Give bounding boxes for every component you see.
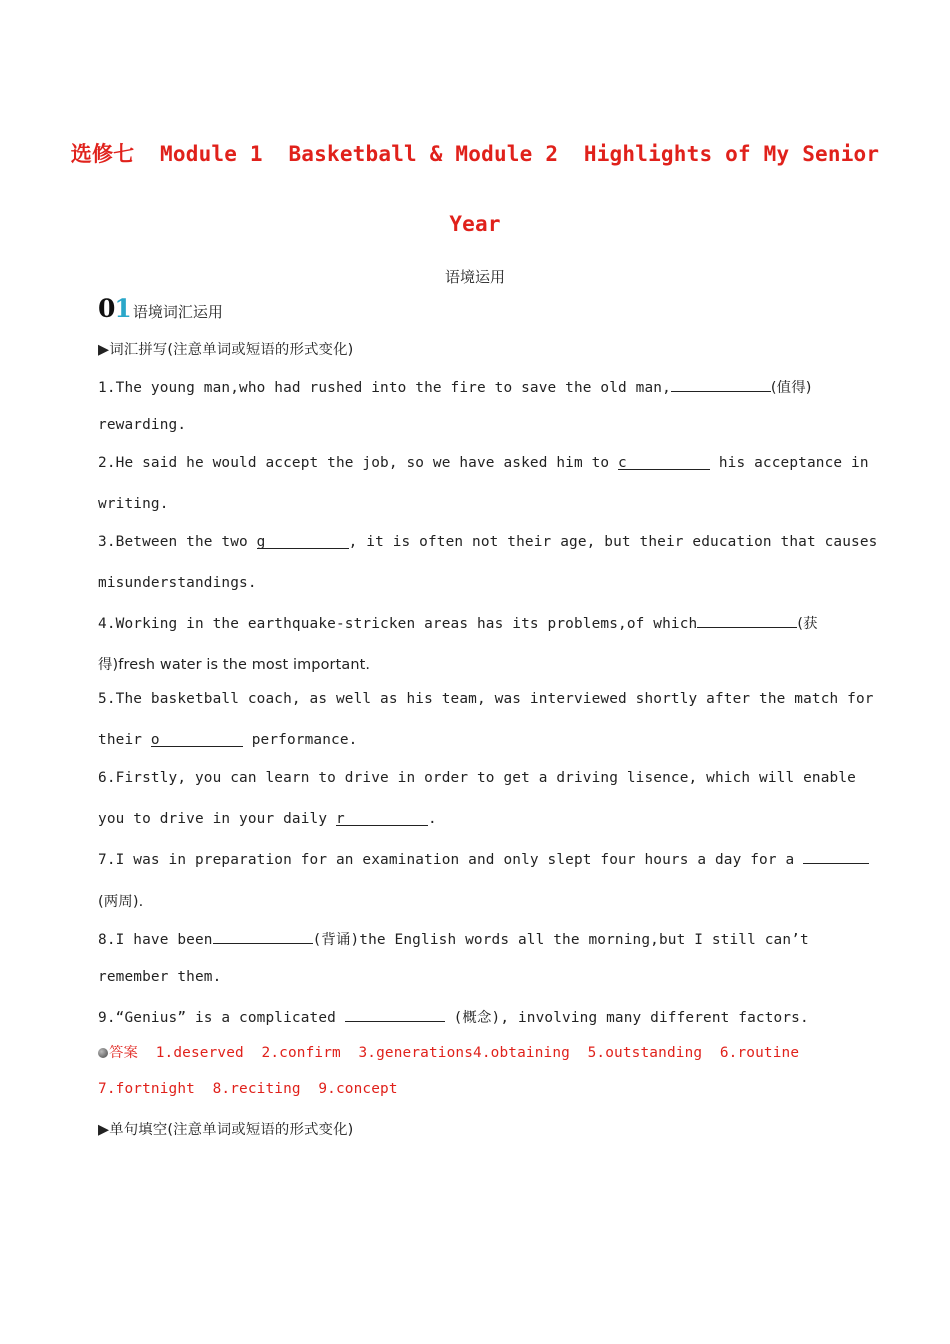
document-title-line-2: Year <box>449 212 501 236</box>
part1-heading: ▶词汇拼写(注意单词或短语的形式变化) <box>98 342 354 358</box>
question-6-line-1: 6.Firstly, you can learn to drive in order to get a driving lisence, which will enable <box>98 770 856 786</box>
question-9-line-1 <box>98 1006 846 1027</box>
answer-blank <box>803 849 869 864</box>
question-text: , it is often not their age, but their education that causes <box>348 534 878 550</box>
question-6-line-2 <box>98 811 846 827</box>
answer-line-1 <box>98 1041 846 1062</box>
question-3-line-1 <box>98 534 878 550</box>
question-text: his acceptance in <box>710 455 869 471</box>
answer-blank <box>151 732 243 747</box>
question-hint: (获 <box>797 616 818 632</box>
question-text: 4.Working in the earthquake-stricken areas has its problems,of which <box>98 616 698 632</box>
question-text: 1.The young man,who had rushed into the fire to save the old man, <box>98 380 671 396</box>
question-hint: (值得) <box>770 380 812 396</box>
document-subtitle: 语境运用 <box>444 268 505 286</box>
question-text: 8.I have been <box>98 932 213 948</box>
question-text: their <box>98 732 151 748</box>
question-text: 2.He said he would accept the job, so we have asked him to <box>98 455 619 471</box>
question-7-line-2: (两周). <box>98 894 144 910</box>
part2-heading: ▶单句填空(注意单词或短语的形式变化) <box>98 1122 354 1138</box>
question-5-line-2 <box>98 732 846 748</box>
question-4-line-2: 得)fresh water is the most important. <box>98 657 371 673</box>
answer-bullet-icon <box>98 1048 108 1058</box>
section-heading <box>98 294 223 323</box>
question-1-line-2: rewarding. <box>98 417 187 433</box>
answer-blank <box>336 811 428 826</box>
answer-blank <box>671 377 771 392</box>
answer-blank <box>618 455 710 470</box>
answer-blank <box>257 534 349 549</box>
question-text: (概念), involving many different factors. <box>444 1010 809 1026</box>
question-1-line-1 <box>98 376 846 397</box>
question-text: 3.Between the two <box>98 534 257 550</box>
document-title-line-1: 选修七 Module 1 Basketball & Module 2 Highlights of My Senior <box>70 142 880 166</box>
section-number: 01 <box>98 294 131 323</box>
question-text: performance. <box>242 732 358 748</box>
question-2-line-1 <box>98 455 869 471</box>
question-text: . <box>427 811 437 827</box>
initial-letter-hint: o <box>150 732 160 748</box>
answer-blank <box>345 1007 445 1022</box>
answer-line-2: 7.fortnight 8.reciting 9.concept <box>98 1081 398 1097</box>
initial-letter-hint: g <box>256 534 266 550</box>
answer-label: 答案 <box>109 1045 139 1061</box>
initial-letter-hint: r <box>335 811 345 827</box>
question-8-line-2: remember them. <box>98 969 222 985</box>
question-text: (背诵)the English words all the morning,but I still can’t <box>312 932 809 948</box>
question-text: 9.“Genius” is a complicated <box>98 1010 345 1026</box>
question-4-line-1 <box>98 612 846 633</box>
question-7-line-1 <box>98 849 846 868</box>
section-title: 语境词汇运用 <box>132 303 223 321</box>
initial-letter-hint: c <box>618 455 627 471</box>
question-text: 7.I was in preparation for an examination and only slept four hours a day for a <box>98 852 804 868</box>
question-5-line-1: 5.The basketball coach, as well as his team, was interviewed shortly after the match for <box>98 691 874 707</box>
question-text: you to drive in your daily <box>98 811 336 827</box>
question-8-line-1 <box>98 928 846 949</box>
answer-blank <box>213 929 313 944</box>
question-3-line-2: misunderstandings. <box>98 575 257 591</box>
answer-text: 1.deserved 2.confirm 3.generations4.obtaining 5.outstanding 6.routine <box>155 1045 800 1061</box>
answer-blank <box>697 613 797 628</box>
question-2-line-2: writing. <box>98 496 169 512</box>
